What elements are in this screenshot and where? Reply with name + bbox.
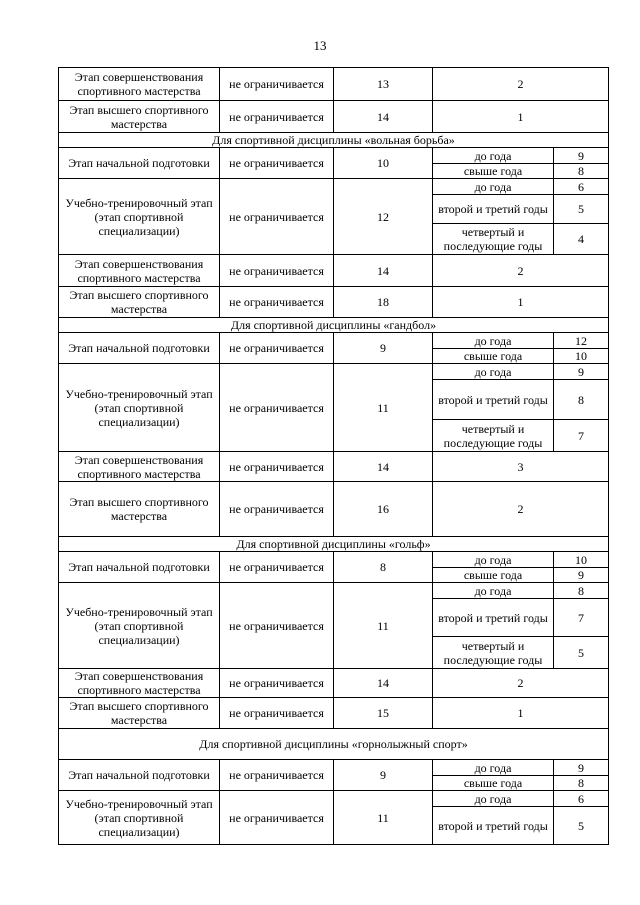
section-header-row bbox=[59, 729, 609, 760]
section-title: Для спортивной дисциплины «вольная борьба» bbox=[59, 133, 609, 148]
age-cell: 15 bbox=[334, 698, 433, 729]
sub-value-cell: 9 bbox=[554, 568, 609, 583]
stage-cell: Этап начальной подготовки bbox=[59, 148, 220, 179]
stage-cell: Этап совершенствования спортивного мастерства bbox=[59, 68, 220, 101]
stage-cell: Этап высшего спортивного мастерства bbox=[59, 287, 220, 318]
sub-value-cell: 6 bbox=[554, 791, 609, 807]
sub-value-cell: 9 bbox=[554, 148, 609, 164]
stage-cell: Учебно-тренировочный этап (этап спортивной специализации) bbox=[59, 791, 220, 845]
age-cell: 9 bbox=[334, 760, 433, 791]
sub-label-cell: до года bbox=[433, 791, 554, 807]
age-cell: 11 bbox=[334, 583, 433, 669]
limit-cell: не ограничивается bbox=[220, 255, 334, 287]
age-cell: 11 bbox=[334, 791, 433, 845]
stage-cell: Этап совершенствования спортивного мастерства bbox=[59, 669, 220, 698]
limit-cell: не ограничивается bbox=[220, 669, 334, 698]
table-row bbox=[59, 68, 609, 101]
document-table bbox=[58, 67, 609, 845]
table-row bbox=[59, 760, 609, 776]
sub-value-cell: 7 bbox=[554, 599, 609, 637]
stage-cell: Этап высшего спортивного мастерства bbox=[59, 101, 220, 133]
limit-cell: не ограничивается bbox=[220, 698, 334, 729]
sub-label-cell: до года bbox=[433, 583, 554, 599]
stage-cell: Этап начальной подготовки bbox=[59, 333, 220, 364]
sub-label-cell: до года bbox=[433, 333, 554, 349]
stage-cell: Учебно-тренировочный этап (этап спортивной специализации) bbox=[59, 583, 220, 669]
stage-cell: Этап высшего спортивного мастерства bbox=[59, 482, 220, 537]
table-row bbox=[59, 101, 609, 133]
limit-cell: не ограничивается bbox=[220, 148, 334, 179]
value-cell: 1 bbox=[433, 698, 609, 729]
sub-label-cell: до года bbox=[433, 148, 554, 164]
limit-cell: не ограничивается bbox=[220, 760, 334, 791]
limit-cell: не ограничивается bbox=[220, 101, 334, 133]
sub-label-cell: до года bbox=[433, 364, 554, 380]
value-cell: 2 bbox=[433, 68, 609, 101]
sub-label-cell: свыше года bbox=[433, 776, 554, 791]
age-cell: 11 bbox=[334, 364, 433, 452]
table-row bbox=[59, 482, 609, 537]
limit-cell: не ограничивается bbox=[220, 68, 334, 101]
age-cell: 9 bbox=[334, 333, 433, 364]
table-row bbox=[59, 791, 609, 807]
table-row bbox=[59, 364, 609, 380]
table-row bbox=[59, 148, 609, 164]
age-cell: 18 bbox=[334, 287, 433, 318]
limit-cell: не ограничивается bbox=[220, 364, 334, 452]
age-cell: 14 bbox=[334, 452, 433, 482]
section-header-row bbox=[59, 318, 609, 333]
sub-label-cell: свыше года bbox=[433, 568, 554, 583]
limit-cell: не ограничивается bbox=[220, 179, 334, 255]
sub-value-cell: 8 bbox=[554, 776, 609, 791]
sub-label-cell: до года bbox=[433, 760, 554, 776]
sub-label-cell: свыше года bbox=[433, 349, 554, 364]
table-row bbox=[59, 255, 609, 287]
age-cell: 13 bbox=[334, 68, 433, 101]
limit-cell: не ограничивается bbox=[220, 452, 334, 482]
sub-value-cell: 10 bbox=[554, 349, 609, 364]
stage-cell: Этап высшего спортивного мастерства bbox=[59, 698, 220, 729]
stage-cell: Этап начальной подготовки bbox=[59, 552, 220, 583]
sub-label-cell: свыше года bbox=[433, 164, 554, 179]
stage-cell: Этап совершенствования спортивного мастерства bbox=[59, 452, 220, 482]
table-row bbox=[59, 287, 609, 318]
sub-label-cell: второй и третий годы bbox=[433, 380, 554, 420]
sub-label-cell: второй и третий годы bbox=[433, 599, 554, 637]
table-row bbox=[59, 452, 609, 482]
value-cell: 2 bbox=[433, 255, 609, 287]
limit-cell: не ограничивается bbox=[220, 287, 334, 318]
stage-cell: Этап начальной подготовки bbox=[59, 760, 220, 791]
age-cell: 10 bbox=[334, 148, 433, 179]
section-header-row bbox=[59, 133, 609, 148]
section-header-row bbox=[59, 537, 609, 552]
sub-label-cell: второй и третий годы bbox=[433, 807, 554, 845]
section-title: Для спортивной дисциплины «гандбол» bbox=[59, 318, 609, 333]
limit-cell: не ограничивается bbox=[220, 791, 334, 845]
limit-cell: не ограничивается bbox=[220, 552, 334, 583]
sub-value-cell: 9 bbox=[554, 760, 609, 776]
table-row bbox=[59, 179, 609, 195]
table-row bbox=[59, 698, 609, 729]
age-cell: 14 bbox=[334, 101, 433, 133]
age-cell: 12 bbox=[334, 179, 433, 255]
age-cell: 16 bbox=[334, 482, 433, 537]
sub-value-cell: 8 bbox=[554, 164, 609, 179]
value-cell: 2 bbox=[433, 669, 609, 698]
section-title: Для спортивной дисциплины «гольф» bbox=[59, 537, 609, 552]
sub-value-cell: 5 bbox=[554, 195, 609, 224]
stage-cell: Учебно-тренировочный этап (этап спортивной специализации) bbox=[59, 364, 220, 452]
sub-value-cell: 5 bbox=[554, 807, 609, 845]
age-cell: 14 bbox=[334, 255, 433, 287]
limit-cell: не ограничивается bbox=[220, 482, 334, 537]
table-row bbox=[59, 583, 609, 599]
age-cell: 14 bbox=[334, 669, 433, 698]
table-row bbox=[59, 669, 609, 698]
section-title: Для спортивной дисциплины «горнолыжный спорт» bbox=[59, 729, 609, 760]
sub-label-cell: до года bbox=[433, 552, 554, 568]
stage-cell: Учебно-тренировочный этап (этап спортивной специализации) bbox=[59, 179, 220, 255]
sub-value-cell: 4 bbox=[554, 224, 609, 255]
sub-label-cell: четвертый и последующие годы bbox=[433, 420, 554, 452]
sub-value-cell: 8 bbox=[554, 380, 609, 420]
value-cell: 3 bbox=[433, 452, 609, 482]
sub-label-cell: четвертый и последующие годы bbox=[433, 224, 554, 255]
sub-value-cell: 7 bbox=[554, 420, 609, 452]
sub-label-cell: четвертый и последующие годы bbox=[433, 637, 554, 669]
page-number: 13 bbox=[313, 38, 327, 53]
table-row bbox=[59, 333, 609, 349]
sub-label-cell: второй и третий годы bbox=[433, 195, 554, 224]
age-cell: 8 bbox=[334, 552, 433, 583]
table-row bbox=[59, 552, 609, 568]
sub-value-cell: 6 bbox=[554, 179, 609, 195]
limit-cell: не ограничивается bbox=[220, 583, 334, 669]
value-cell: 2 bbox=[433, 482, 609, 537]
value-cell: 1 bbox=[433, 287, 609, 318]
sub-value-cell: 5 bbox=[554, 637, 609, 669]
sub-label-cell: до года bbox=[433, 179, 554, 195]
limit-cell: не ограничивается bbox=[220, 333, 334, 364]
value-cell: 1 bbox=[433, 101, 609, 133]
sub-value-cell: 8 bbox=[554, 583, 609, 599]
sub-value-cell: 10 bbox=[554, 552, 609, 568]
sub-value-cell: 12 bbox=[554, 333, 609, 349]
sub-value-cell: 9 bbox=[554, 364, 609, 380]
stage-cell: Этап совершенствования спортивного мастерства bbox=[59, 255, 220, 287]
